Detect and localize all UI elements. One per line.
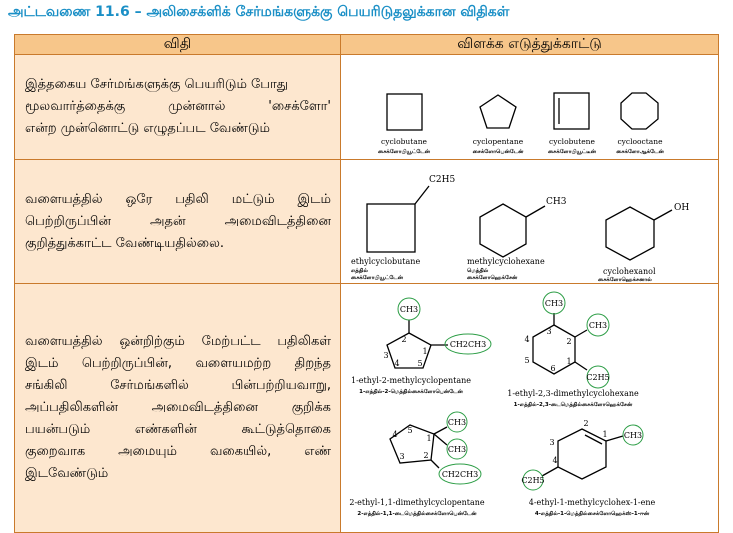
example-cell <box>341 160 719 284</box>
substituent-label: CH3 <box>447 445 467 454</box>
rule-cell <box>15 284 341 533</box>
substituent-label: CH3 <box>399 305 419 314</box>
example-cell <box>341 284 719 533</box>
ring-number: 5 <box>524 356 530 365</box>
example-name-ta: மெத்தில் <box>467 268 489 274</box>
example-name-en: cyclobutane <box>381 137 427 146</box>
example-name-ta: 1-எத்தில்-2-மெத்தில்சைக்ளோபென்டேன் <box>359 389 463 395</box>
methyl-group-label: CH3 <box>546 197 567 207</box>
example-name-en: cyclooctane <box>617 137 663 146</box>
methyl-bond <box>526 206 545 217</box>
example-name-en: methylcyclohexane <box>467 257 545 266</box>
rule-cell <box>15 55 341 160</box>
rule-line: என்ற முன்னொட்டு எழுதப்பட வேண்டும் <box>25 121 270 136</box>
example-name-ta: சைக்ளோபியூட்டேன் <box>351 275 403 281</box>
substituent-label: C2H5 <box>586 373 610 382</box>
example-name-en: cyclohexanol <box>603 267 656 276</box>
example-name-ta: 4-எத்தில்-1-மெத்தில்சைக்ளோஹெக்ஸ்-1-ஈன் <box>534 511 650 517</box>
structure-2-ethyl-1-1-dimethylcyclopentane <box>349 412 485 517</box>
ring-number: 4 <box>552 456 558 465</box>
cyclohexanol-ring <box>606 207 654 260</box>
example-name-ta: 1-எத்தில்-2,3-டைமெத்தில்சைக்ளோஹெக்சேன் <box>513 402 633 408</box>
substituent-label: CH3 <box>544 299 564 308</box>
example-name-ta: எத்தில் <box>351 268 368 274</box>
methylcyclohexane-ring <box>480 204 526 257</box>
table-header-row <box>15 35 719 55</box>
rule-line: இடம் பெற்றிருப்பின், வளையமற்ற திறந்த <box>25 356 331 371</box>
header-rule: விதி <box>15 35 341 55</box>
rule-line: வளையத்தில் ஒன்றிற்கும் மேற்பட்ட பதிலிகள் <box>25 334 331 349</box>
example-name-en: ethylcyclobutane <box>351 257 421 266</box>
rule-line: குறித்துக்காட்ட வேண்டியதில்லை. <box>25 235 225 251</box>
cyclopentane-ring <box>480 95 516 128</box>
rule-line: சங்கிலி சேர்மங்களில் பின்பற்றியவாறு, <box>25 378 331 393</box>
ring-number: 2 <box>566 337 572 346</box>
substituent-label: CH3 <box>588 321 608 330</box>
rule-line: பயன்படும் எண்களின் கூட்டுத்தொகை <box>25 422 331 437</box>
example-name-ta: சைக்ளோபியூட்டீன் <box>547 149 597 155</box>
example-name-ta: 2-எத்தில்-1,1-டைமெத்தில்சைக்ளோபென்டேன் <box>357 511 477 517</box>
hydroxyl-group-label: OH <box>674 203 690 213</box>
substituent-label: C2H5 <box>521 476 545 485</box>
example-name-ta: சைக்ளோஹெக்சேன் <box>467 275 518 281</box>
example-name-ta: சைக்ளோஹெக்சனால் <box>598 277 652 283</box>
example-name-en: 2-ethyl-1,1-dimethylcyclopentane <box>349 498 485 507</box>
substituent-label: CH2CH3 <box>449 340 487 349</box>
naming-rules-table <box>14 34 719 533</box>
example-name-ta: சைக்ளோபென்டேன் <box>472 149 524 155</box>
hydroxyl-bond <box>654 210 672 220</box>
substituent-label: CH2CH3 <box>441 470 479 479</box>
example-structures-3 <box>341 284 718 532</box>
ring-number: 4 <box>392 430 398 439</box>
ring-number: 1 <box>602 430 608 439</box>
ring-number: 3 <box>546 327 552 336</box>
table-row <box>15 284 719 533</box>
ring-number: 1 <box>422 347 428 356</box>
example-name-en: 1-ethyl-2,3-dimethylcyclohexane <box>507 389 639 398</box>
table-row <box>15 55 719 160</box>
ethyl-group-label: C2H5 <box>429 175 456 185</box>
example-name-ta: சைக்ளோபியூட்டேன் <box>378 149 430 155</box>
example-structures-2 <box>341 160 718 283</box>
table-caption: அட்டவணை 11.6 – அலிசைக்ளிக் சேர்மங்களுக்கு பெயரிடுதலுக்கான விதிகள் <box>8 4 510 20</box>
rule-line: இடவேண்டும் <box>25 466 109 481</box>
rule-line: இத்தகைய சேர்மங்களுக்கு பெயரிடும் போது <box>25 77 289 92</box>
ring-number: 2 <box>423 451 429 460</box>
cyclobutane-ring <box>387 94 422 130</box>
rule-cell <box>15 160 341 284</box>
ethyl-bond <box>415 186 429 204</box>
substituent-label: CH3 <box>447 418 467 427</box>
rule-line: வளையத்தில் ஒரே பதிலி மட்டும் இடம் <box>25 191 331 207</box>
ring-number: 1 <box>566 357 572 366</box>
cyclobutene-ring <box>554 93 589 129</box>
structure-1-ethyl-2-methylcyclopentane <box>351 298 491 395</box>
example-name-en: cyclopentane <box>472 137 524 146</box>
ring-number: 4 <box>524 335 530 344</box>
rule-line: அப்பதிலிகளின் அமைவிடத்தினை குறிக்க <box>25 400 331 415</box>
ring-number: 5 <box>417 359 423 368</box>
rule-line: மூலவார்த்தைக்கு முன்னால் 'சைக்ளோ' <box>25 99 331 114</box>
ring-number: 4 <box>394 359 400 368</box>
ring-number: 1 <box>426 434 432 443</box>
rule-line: பெற்றிருப்பின் அதன் அமைவிடத்தினை <box>25 213 331 229</box>
example-structures-1 <box>341 55 718 159</box>
ring-number: 3 <box>549 438 555 447</box>
ring-number: 2 <box>583 419 589 428</box>
ring-number: 5 <box>407 426 413 435</box>
example-name-en: 4-ethyl-1-methylcyclohex-1-ene <box>528 498 656 507</box>
ring-number: 2 <box>401 335 407 344</box>
header-example: விளக்க எடுத்துக்காட்டு <box>341 35 719 55</box>
ethylcyclobutane-ring <box>367 204 415 252</box>
example-name-en: cyclobutene <box>549 137 595 146</box>
example-name-en: 1-ethyl-2-methylcyclopentane <box>351 376 471 385</box>
structure-1-ethyl-2-3-dimethylcyclohexane <box>507 292 639 408</box>
ring-number: 3 <box>383 351 389 360</box>
example-cell <box>341 55 719 160</box>
structure-4-ethyl-1-methylcyclohex-1-ene <box>521 419 655 517</box>
ring-number: 6 <box>550 364 556 373</box>
cyclooctane-ring <box>621 93 658 129</box>
rule-line: குறைவாக அமையும் வகையில், எண் <box>25 444 331 459</box>
table-row <box>15 160 719 284</box>
example-name-ta: சைக்ளோஆக்டேன் <box>616 149 664 155</box>
ring-number: 3 <box>399 452 405 461</box>
substituent-label: CH3 <box>623 431 643 440</box>
